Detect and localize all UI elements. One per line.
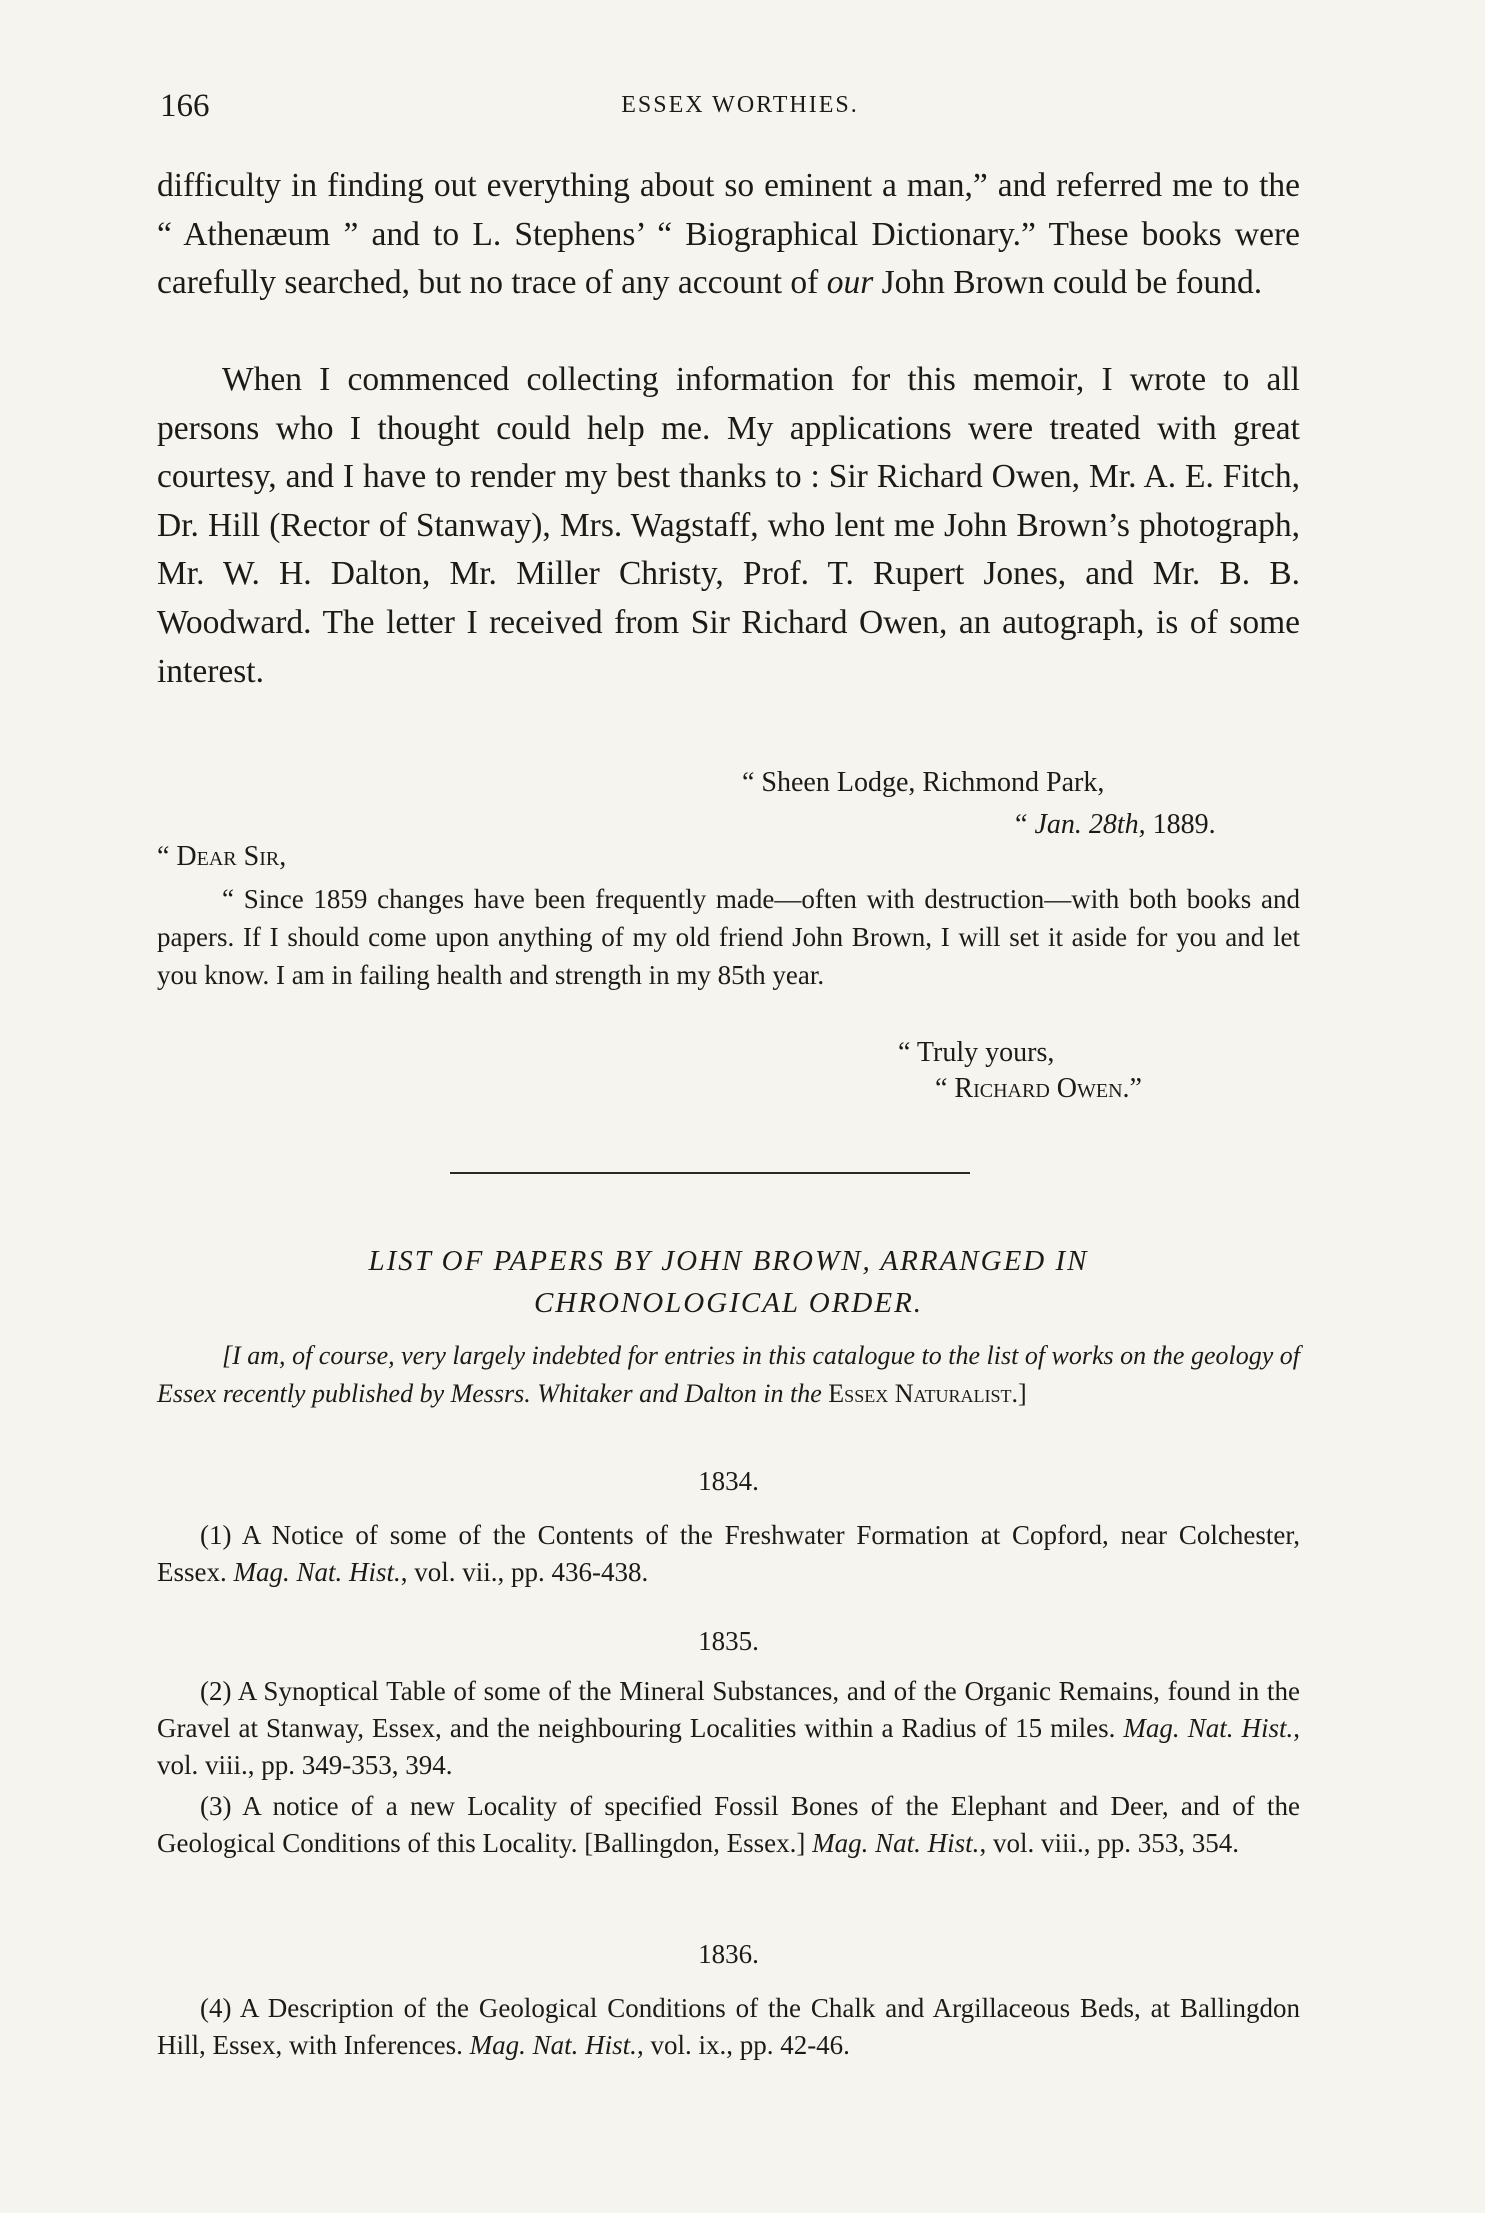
list-note-journal: Essex Naturalist. (828, 1379, 1018, 1408)
letter-body: “ Since 1859 changes have been frequently made—often with destruction—with both books and papers. If I should come upon anything of my old friend John Brown, I will set it aside for you and let you know. I am in failing health and strength in my 85th year. (157, 884, 1300, 990)
letter-date-prefix: “ (1015, 809, 1035, 840)
section-divider (450, 1172, 970, 1174)
letter-date (1015, 809, 1216, 841)
running-head: ESSEX WORTHIES. (621, 92, 859, 118)
list-note-bracket: ] (1017, 1379, 1027, 1408)
entry-reference: , vol. ix., pp. 42-46. (636, 2030, 850, 2060)
entry-number: (1) (200, 1520, 232, 1550)
letter-signature: “ Richard Owen.” (935, 1073, 1142, 1104)
year-heading: 1836. (698, 1939, 759, 1969)
paragraph-acknowledgements (157, 356, 1300, 696)
list-title-line: LIST OF PAPERS BY JOHN BROWN, ARRANGED IN (368, 1245, 1089, 1277)
entry-reference: , vol. viii., pp. 353, 354. (979, 1828, 1239, 1858)
list-note-italic: [I am, of course, very largely indebted for entries in this catalogue to the list of works on the geology of Essex recently published by Messrs. Whitaker and Dalton in the (157, 1341, 1300, 1408)
entry-text: A Description of the Geological Conditions of the Chalk and Argillaceous Beds, at Ballingdon Hill, Essex, with Inferences. (157, 1993, 1300, 2060)
entry-number: (3) (200, 1791, 232, 1821)
list-entry (157, 1673, 1300, 1784)
entry-journal: Mag. Nat. Hist. (469, 2030, 637, 2060)
paragraph-text (157, 162, 1300, 308)
entry-journal: Mag. Nat. Hist. (1123, 1713, 1294, 1743)
entry-journal: Mag. Nat. Hist. (233, 1557, 401, 1587)
entry-text: A Notice of some of the Contents of the Freshwater Formation at Copford, near Colchester, Essex. (157, 1520, 1300, 1587)
list-title (157, 1240, 1300, 1324)
paragraph-continuation (157, 162, 1300, 308)
paragraph-text-part: difficulty in finding out everything about so eminent a man,” and referred me to the “ Athenæum ” and to L. Stephens’ “ Biographical Dictionary.” These books were carefully searched, but no trace of any account of (157, 167, 1300, 302)
page-header (160, 88, 1320, 128)
letter-date-italic: Jan. 28th, (1034, 809, 1146, 840)
entry-text: A notice of a new Locality of specified Fossil Bones of the Elephant and Deer, and of the Geological Conditions of this Locality. [Ballingdon, Essex.] (157, 1791, 1300, 1858)
year-heading: 1835. (698, 1626, 759, 1656)
letter-address: “ Sheen Lodge, Richmond Park, (742, 767, 1105, 798)
entry-number: (2) (200, 1676, 232, 1706)
emphasis-text: our (826, 264, 874, 302)
letter-salutation: “ Dear Sir, (157, 841, 287, 872)
list-note (157, 1337, 1300, 1413)
paragraph-text: When I commenced collecting information for this memoir, I wrote to all persons who I thought could help me. My applications were treated with great courtesy, and I have to render my best thanks to : Sir Richard Owen, Mr. A. E. Fitch, Dr. Hill (Rector of Stanway), Mrs. Wagstaff, who lent me John Brown’s photograph, Mr. W. H. Dalton, Mr. Miller Christy, Prof. T. Rupert Jones, and Mr. B. B. Woodward. The letter I received from Sir Richard Owen, an autograph, is of some interest. (157, 361, 1300, 690)
entry-reference: , vol. vii., pp. 436-438. (400, 1557, 649, 1587)
year-heading: 1834. (698, 1466, 759, 1496)
list-entry (157, 1990, 1300, 2064)
list-entry (157, 1517, 1300, 1591)
entry-reference: , vol. viii., pp. 349-353, 394. (157, 1713, 1301, 1780)
list-entry (157, 1788, 1300, 1862)
entry-text: A Synoptical Table of some of the Mineral Substances, and of the Organic Remains, found in the Gravel at Stanway, Essex, and the neighbouring Localities within a Radius of 15 miles. (157, 1676, 1300, 1743)
list-title-line: CHRONOLOGICAL ORDER. (533, 1287, 924, 1319)
entry-journal: Mag. Nat. Hist. (812, 1828, 980, 1858)
letter-date-year: 1889. (1145, 809, 1216, 840)
entry-number: (4) (200, 1993, 232, 2023)
letter-closing: “ Truly yours, (898, 1037, 1055, 1068)
paragraph-text-part: John Brown could be found. (873, 264, 1263, 302)
page-number: 166 (160, 88, 210, 124)
